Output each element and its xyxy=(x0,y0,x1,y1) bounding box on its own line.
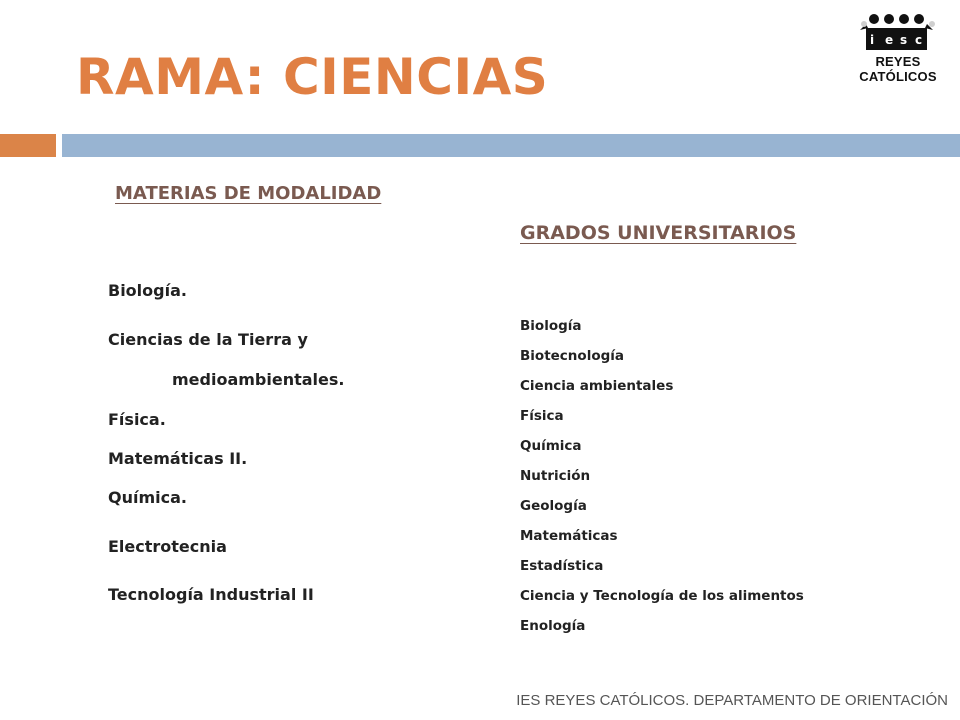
logo-letter-i: i xyxy=(870,33,875,47)
logo-letter-c: c xyxy=(915,33,923,47)
list-item: Ciencias de la Tierra y xyxy=(108,330,308,349)
accent-bar-orange xyxy=(0,134,56,157)
accent-bar-blue xyxy=(62,134,960,157)
list-item: Biología. xyxy=(108,281,187,300)
slide-title: RAMA: CIENCIAS xyxy=(76,48,549,106)
logo-letter-e: e xyxy=(885,33,894,47)
grados-list xyxy=(520,316,804,646)
list-item: Física xyxy=(520,408,564,424)
logo-caption: REYES CATÓLICOS xyxy=(859,54,937,84)
materias-heading: MATERIAS DE MODALIDAD xyxy=(115,183,382,204)
list-item: medioambientales. xyxy=(172,370,345,389)
list-item: Ciencia ambientales xyxy=(520,378,674,394)
list-item: Biología xyxy=(520,318,582,334)
list-item: Ciencia y Tecnología de los alimentos xyxy=(520,588,804,604)
list-item: Matemáticas xyxy=(520,528,618,544)
list-item: Tecnología Industrial II xyxy=(108,585,314,604)
list-item: Química xyxy=(520,438,582,454)
list-item: Biotecnología xyxy=(520,348,624,364)
grados-heading: GRADOS UNIVERSITARIOS xyxy=(520,222,797,244)
list-item: Química. xyxy=(108,488,187,507)
list-item: Enología xyxy=(520,618,586,634)
list-item: Estadística xyxy=(520,558,604,574)
list-item: Matemáticas II. xyxy=(108,449,248,468)
list-item: Física. xyxy=(108,410,166,429)
list-item: Electrotecnia xyxy=(108,537,227,556)
list-item: Geología xyxy=(520,498,587,514)
footer-text: IES REYES CATÓLICOS. DEPARTAMENTO DE ORIENTACIÓN xyxy=(516,692,948,709)
school-logo xyxy=(842,10,954,84)
logo-letter-s: s xyxy=(900,33,908,47)
list-item: Nutrición xyxy=(520,468,591,484)
crowd-people-icon xyxy=(842,10,954,54)
